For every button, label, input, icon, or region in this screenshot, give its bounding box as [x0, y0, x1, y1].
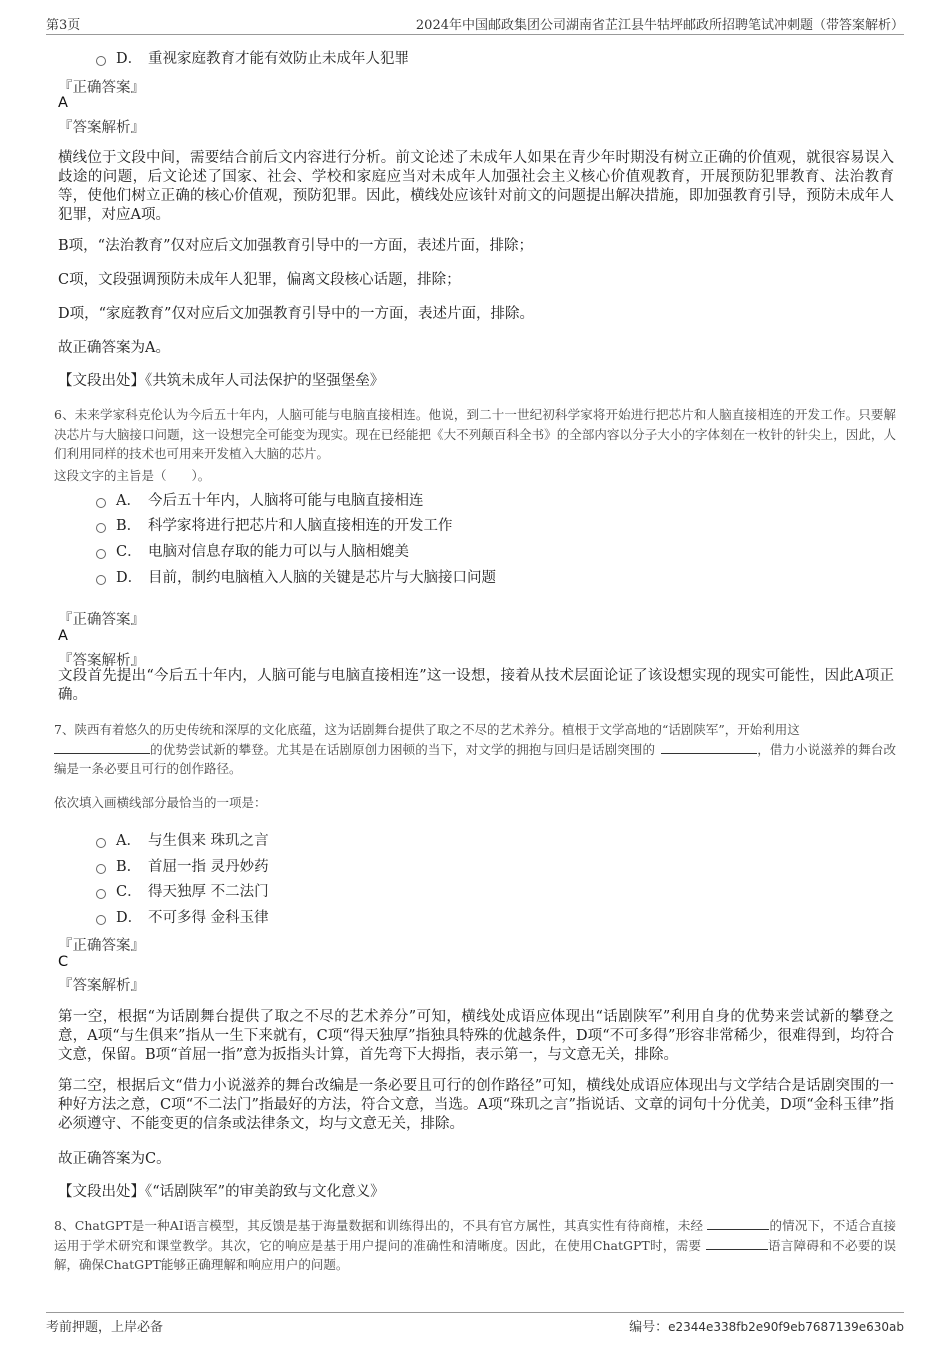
radio-icon[interactable] [96, 915, 106, 925]
option-text: 不可多得 金科玉律 [148, 910, 269, 926]
option-letter: C． [116, 884, 142, 900]
option-text: 科学家将进行把芯片和人脑直接相连的开发工作 [148, 518, 453, 534]
q7-analysis-label: 『答案解析』 [58, 978, 145, 994]
option-letter: C． [116, 544, 142, 560]
code-label: 编号： [629, 1320, 669, 1335]
q5-analysis-c: C项，文段强调预防未成年人犯罪，偏离文段核心话题，排除； [58, 272, 461, 288]
q5-source: 【文段出处】《共筑未成年人司法保护的坚强堡垒》 [58, 373, 385, 389]
q7-option-b[interactable] [96, 855, 269, 876]
footer-divider [46, 1312, 904, 1313]
option-text: 首屈一指 灵丹妙药 [148, 859, 269, 875]
option-letter: D． [116, 51, 143, 67]
q6-analysis-label: 『答案解析』 [58, 653, 145, 669]
page-number: 第3页 [46, 18, 81, 33]
option-text: 重视家庭教育才能有效防止未成年人犯罪 [148, 51, 409, 67]
q6-option-a[interactable] [96, 489, 424, 510]
q7-option-a[interactable] [96, 829, 269, 850]
q7-source: 【文段出处】《“话剧陕军”的审美韵致与文化意义》 [58, 1184, 385, 1200]
q8-stem [54, 1216, 896, 1275]
code-value: e2344e338fb2e90f9eb7687139e630ab [668, 1320, 904, 1334]
q7-answer: C [58, 954, 69, 970]
radio-icon[interactable] [96, 889, 106, 899]
q5-conclusion: 故正确答案为A。 [58, 340, 170, 356]
q7-stem-part2: 的优势尝试新的攀登。尤其是在话剧原创力困顿的当下，对文学的拥抱与回归是话剧突围的 [150, 741, 656, 757]
q6-answer: A [58, 628, 68, 644]
document-title: 2024年中国邮政集团公司湖南省芷江县牛牯坪邮政所招聘笔试冲刺题（带答案解析） [415, 18, 904, 33]
q7-conclusion: 故正确答案为C。 [58, 1151, 171, 1167]
radio-icon[interactable] [96, 549, 106, 559]
radio-icon[interactable] [96, 523, 106, 533]
fill-blank-1 [707, 1217, 769, 1230]
option-letter: B． [116, 518, 142, 534]
radio-icon[interactable] [96, 498, 106, 508]
option-text: 得天独厚 不二法门 [148, 884, 269, 900]
q7-stem-part3: ，借力小说滋养的舞台改编是一条必要且可行的创作路径。 [54, 741, 896, 776]
q8-stem-part1: 8、ChatGPT是一种AI语言模型，其反馈是基于海量数据和训练得出的，不具有官方属性，其真实性有待商榷，未经 [54, 1218, 704, 1233]
header-divider [46, 34, 904, 35]
q6-answer-label: 『正确答案』 [58, 612, 145, 628]
q5-answer-label: 『正确答案』 [58, 80, 145, 96]
fill-blank-2 [706, 1237, 768, 1250]
q7-analysis-paragraph-2: 第二空，根据后文“借力小说滋养的舞台改编是一条必要且可行的创作路径”可知，横线处成语应体现出与文学结合是话剧突围的一种好方法之意，C项“不二法门”指最好的方法，符合文意，当选。A项“珠玑之言”指说话、文章的词句十分优美，D项“金科玉律”指必须遵守、不能变更的信条或法律条文，均与文意无关，排除。 [58, 1078, 894, 1132]
q6-option-d[interactable] [96, 566, 496, 587]
q5-answer: A [58, 95, 68, 111]
footer-code [629, 1316, 904, 1335]
fill-blank-2 [661, 741, 757, 754]
radio-icon[interactable] [96, 56, 106, 66]
option-text: 与生俱来 珠玑之言 [148, 833, 269, 849]
q5-analysis-d: D项，“家庭教育”仅对应后文加强教育引导中的一方面，表述片面，排除。 [58, 306, 534, 322]
option-letter: D． [116, 570, 143, 586]
radio-icon[interactable] [96, 575, 106, 585]
q6-stem: 6、未来学家科克伦认为今后五十年内，人脑可能与电脑直接相连。他说，到二十一世纪初科学家将开始进行把芯片和人脑直接相连的开发工作。只要解决芯片与大脑接口问题，这一设想完全可能变为现实。现在已经能把《大不列颠百科全书》的全部内容以分子大小的字体刻在一枚针的针尖上，因此，人们利用同样的技术也可用来开发植入大脑的芯片。 [54, 407, 896, 461]
q6-option-c[interactable] [96, 540, 409, 561]
option-letter: A． [116, 833, 141, 849]
q7-option-c[interactable] [96, 880, 269, 901]
option-text: 电脑对信息存取的能力可以与人脑相媲美 [148, 544, 409, 560]
q5-option-d[interactable] [96, 47, 409, 68]
footer-slogan: 考前押题，上岸必备 [46, 1320, 164, 1335]
q7-option-d[interactable] [96, 906, 269, 927]
option-letter: D． [116, 910, 143, 926]
q5-analysis-paragraph: 横线位于文段中间，需要结合前后文内容进行分析。前文论述了未成年人如果在青少年时期没有树立正确的价值观，就很容易误入歧途的问题，后文论述了国家、社会、学校和家庭应当对未成年人加强社会主义核心价值观教育，开展预防犯罪教育、法治教育等，使他们树立正确的核心价值观，预防犯罪。因此，横线处应该针对前文的问题提出解决措施，即加强教育引导，预防未成年人犯罪，对应A项。 [58, 150, 894, 223]
radio-icon[interactable] [96, 864, 106, 874]
q8-stem-part3: 语言障碍和不必要的误解，确保ChatGPT能够正确理解和响应用户的问题。 [54, 1237, 896, 1272]
option-letter: A． [116, 493, 141, 509]
option-letter: B． [116, 859, 142, 875]
q5-analysis-label: 『答案解析』 [58, 120, 145, 136]
q8-stem-part2: 的情况下，不适合直接运用于学术研究和课堂教学。其次，它的响应是基于用户提问的准确性和清晰度。因此，在使用ChatGPT时，需要 [54, 1218, 896, 1253]
q7-answer-label: 『正确答案』 [58, 938, 145, 954]
q6-option-b[interactable] [96, 514, 453, 535]
q6-analysis: 文段首先提出“今后五十年内，人脑可能与电脑直接相连”这一设想，接着从技术层面论证了该设想实现的现实可能性，因此A项正确。 [58, 668, 894, 703]
fill-blank-1 [54, 741, 150, 754]
option-text: 今后五十年内，人脑将可能与电脑直接相连 [148, 493, 424, 509]
q7-question: 依次填入画横线部分最恰当的一项是： [54, 795, 267, 810]
q7-stem-part1: 7、陕西有着悠久的历史传统和深厚的文化底蕴，这为话剧舞台提供了取之不尽的艺术养分。植根于文学高地的“话剧陕军”，开始利用这 [54, 722, 800, 737]
q5-analysis-b: B项，“法治教育”仅对应后文加强教育引导中的一方面，表述片面，排除； [58, 238, 533, 254]
radio-icon[interactable] [96, 838, 106, 848]
q7-stem [54, 720, 896, 779]
q7-analysis-paragraph-1: 第一空，根据“为话剧舞台提供了取之不尽的艺术养分”可知，横线处成语应体现出“话剧陕军”利用自身的优势来尝试新的攀登之意，A项“与生俱来”指从一生下来就有，C项“得天独厚”指独具特殊的优越条件，D项“不可多得”形容非常稀少，很难得到，均符合文意，保留。B项“首屈一指”意为扳指头计算，首先弯下大拇指，表示第一，与文意无关，排除。 [58, 1009, 894, 1063]
q6-question: 这段文字的主旨是（ ）。 [54, 468, 211, 483]
option-text: 目前，制约电脑植入人脑的关键是芯片与大脑接口问题 [148, 570, 496, 586]
